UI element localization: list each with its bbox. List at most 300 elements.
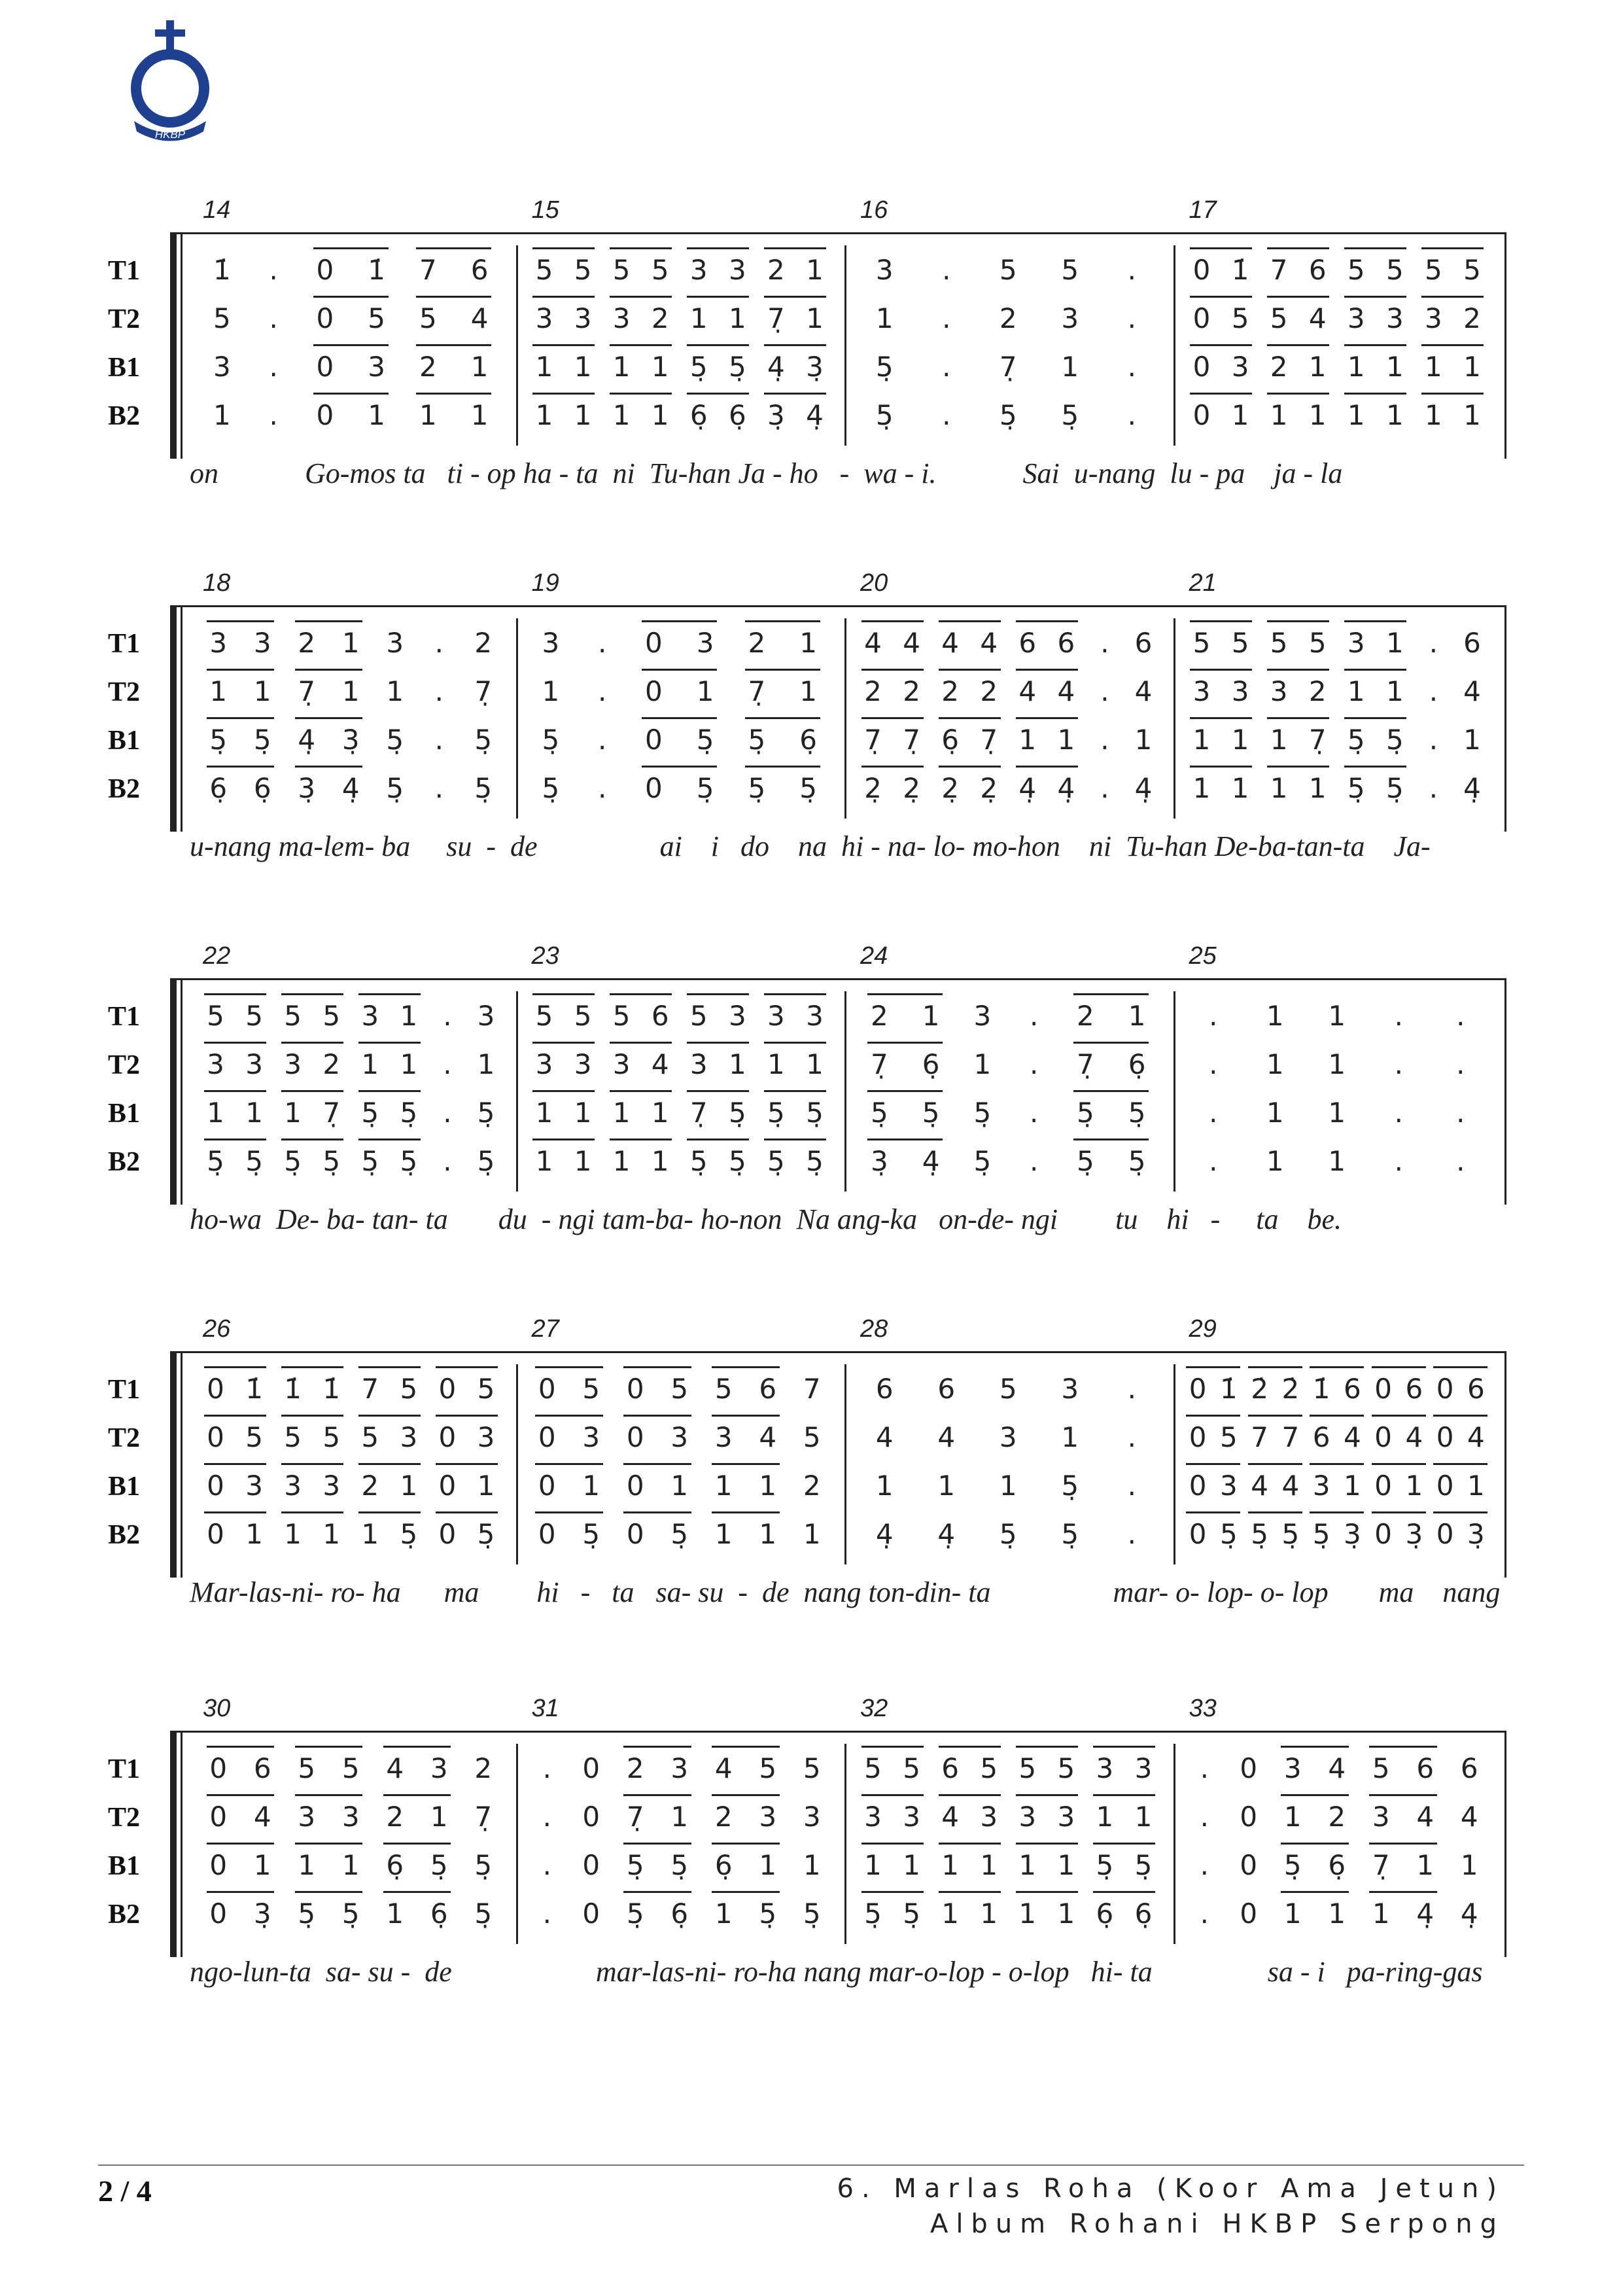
measure-number: 15 bbox=[531, 196, 559, 224]
beam bbox=[623, 1366, 691, 1368]
beam bbox=[1267, 296, 1329, 298]
beam bbox=[535, 1366, 603, 1368]
beam bbox=[1421, 296, 1484, 298]
note: 1 bbox=[1385, 351, 1404, 383]
note: 0 bbox=[209, 1849, 228, 1881]
beam bbox=[416, 247, 491, 249]
note: 5̣ bbox=[245, 1145, 263, 1177]
note: 5̣ bbox=[696, 772, 714, 804]
note: 1 bbox=[1308, 399, 1327, 431]
duration-dot: . bbox=[1029, 1145, 1039, 1177]
note: 0 bbox=[1189, 1470, 1207, 1502]
note: 0 bbox=[645, 627, 663, 659]
beam bbox=[764, 1090, 826, 1092]
barline bbox=[516, 1744, 518, 1944]
note: 3 bbox=[542, 627, 560, 659]
note: 5 bbox=[213, 302, 231, 334]
beam bbox=[861, 669, 924, 671]
system-bracket-thin bbox=[181, 605, 183, 832]
staff-top-line bbox=[177, 978, 1504, 980]
note: 1 bbox=[1425, 351, 1442, 383]
note: 1 bbox=[341, 627, 360, 659]
note: 1 bbox=[1467, 1470, 1485, 1502]
note: 1 bbox=[1385, 399, 1404, 431]
beam bbox=[712, 1843, 780, 1845]
note: 5̣ bbox=[999, 399, 1017, 431]
note: 0 bbox=[209, 1752, 228, 1784]
note: 1 bbox=[1385, 675, 1404, 707]
note: 5̣ bbox=[728, 1145, 746, 1177]
note: 1 bbox=[696, 675, 714, 707]
beam bbox=[1190, 296, 1252, 298]
beam bbox=[712, 1415, 780, 1417]
note: 4 bbox=[980, 627, 998, 659]
duration-dot: . bbox=[1209, 1048, 1218, 1080]
note: 4 bbox=[937, 1421, 956, 1453]
note: 1 bbox=[341, 1849, 360, 1881]
duration-dot: . bbox=[1029, 1000, 1039, 1032]
beam bbox=[623, 1463, 691, 1465]
note: 5 bbox=[1018, 1752, 1037, 1784]
beam bbox=[1344, 717, 1406, 719]
note: 4̣ bbox=[937, 1518, 956, 1550]
note: 1 bbox=[1231, 772, 1249, 804]
barline bbox=[844, 1364, 846, 1564]
note: 3̣ bbox=[767, 399, 785, 431]
system-bracket-thin bbox=[181, 1351, 183, 1578]
note: 1 bbox=[1270, 772, 1288, 804]
note: 1 bbox=[759, 1470, 777, 1502]
note: 3 bbox=[1061, 302, 1079, 334]
note: 1 bbox=[368, 399, 385, 431]
duration-dot: . bbox=[1127, 1373, 1136, 1405]
note: 3̣ bbox=[253, 1898, 271, 1930]
measure-number: 28 bbox=[860, 1315, 888, 1343]
note: 1 bbox=[284, 1097, 302, 1129]
note: 5̣ bbox=[871, 1097, 888, 1129]
note: 5 bbox=[1308, 627, 1327, 659]
duration-dot: . bbox=[942, 254, 951, 286]
beam bbox=[712, 1366, 780, 1368]
note: 5̣ bbox=[973, 1145, 992, 1177]
note: 1 bbox=[806, 1048, 824, 1080]
note: 1 bbox=[875, 302, 894, 334]
beam bbox=[383, 1794, 451, 1796]
note: 3 bbox=[612, 1048, 631, 1080]
note: 6̣ bbox=[941, 724, 960, 756]
note: 0 bbox=[207, 1421, 224, 1453]
beam bbox=[861, 1794, 924, 1796]
note: 2 bbox=[903, 675, 920, 707]
note: 4̣ bbox=[1416, 1898, 1434, 1930]
note: 1 bbox=[400, 1000, 418, 1032]
note: 4 bbox=[470, 302, 489, 334]
barline bbox=[516, 245, 518, 446]
duration-dot: . bbox=[434, 627, 443, 659]
note: 6 bbox=[875, 1373, 894, 1405]
note: 5̣ bbox=[875, 351, 894, 383]
note: 1 bbox=[1416, 1849, 1434, 1881]
note: 5 bbox=[361, 1421, 379, 1453]
note: 0 bbox=[1436, 1470, 1454, 1502]
note: 1̇ bbox=[245, 1373, 263, 1405]
note: 5 bbox=[298, 1752, 316, 1784]
note: 1 bbox=[714, 1518, 733, 1550]
beam bbox=[1248, 1366, 1302, 1368]
note: 5̣ bbox=[670, 1518, 689, 1550]
note: 4 bbox=[1251, 1470, 1268, 1502]
measure-number: 18 bbox=[203, 569, 231, 597]
duration-dot: . bbox=[1429, 675, 1438, 707]
note: 0 bbox=[1240, 1752, 1258, 1784]
beam bbox=[1073, 1042, 1149, 1044]
note: 1 bbox=[1328, 1000, 1346, 1032]
note: 0 bbox=[316, 302, 334, 334]
measure-number: 17 bbox=[1189, 196, 1217, 224]
beam bbox=[281, 1366, 343, 1368]
note: 1 bbox=[806, 254, 824, 286]
beam bbox=[532, 344, 595, 346]
duration-dot: . bbox=[1394, 1145, 1403, 1177]
beam bbox=[1433, 1463, 1487, 1465]
note: 1 bbox=[1057, 724, 1075, 756]
note: 7 bbox=[803, 1373, 821, 1405]
duration-dot: . bbox=[1394, 1000, 1403, 1032]
note: 0 bbox=[1374, 1470, 1392, 1502]
note: 1̇ bbox=[1220, 1373, 1238, 1405]
note: 3 bbox=[574, 302, 592, 334]
beam bbox=[642, 620, 717, 622]
beam bbox=[687, 393, 749, 395]
note: 5̣ bbox=[386, 772, 404, 804]
duration-dot: . bbox=[1200, 1898, 1209, 1930]
note: 5̣ bbox=[759, 1898, 777, 1930]
beam bbox=[939, 717, 1001, 719]
note: 5̣ bbox=[999, 1518, 1017, 1550]
note: 5̣ bbox=[875, 399, 894, 431]
duration-dot: . bbox=[443, 1145, 452, 1177]
beam bbox=[532, 1042, 595, 1044]
note: 5 bbox=[1192, 627, 1211, 659]
note: 7̣ bbox=[864, 724, 882, 756]
note: 1 bbox=[419, 399, 437, 431]
note: 5̣ bbox=[209, 724, 228, 756]
note: 1 bbox=[1308, 772, 1327, 804]
note: 1 bbox=[612, 351, 631, 383]
voice-label-b2: B2 bbox=[108, 1899, 141, 1930]
note: 2̣ bbox=[864, 772, 882, 804]
beam bbox=[939, 1746, 1001, 1748]
beam bbox=[1093, 1891, 1155, 1893]
note: 5 bbox=[1347, 254, 1365, 286]
note: 1̇ bbox=[284, 1373, 302, 1405]
note: 1 bbox=[1347, 675, 1365, 707]
beam bbox=[1186, 1511, 1240, 1513]
beam bbox=[281, 1415, 343, 1417]
note: 5̣ bbox=[806, 1145, 824, 1177]
barline bbox=[1174, 991, 1175, 1192]
note: 0 bbox=[1436, 1421, 1454, 1453]
beam bbox=[204, 1463, 266, 1465]
beam bbox=[532, 993, 595, 995]
note: 5 bbox=[1372, 1752, 1390, 1784]
beam bbox=[764, 344, 826, 346]
beam bbox=[867, 1090, 943, 1092]
beam bbox=[623, 1511, 691, 1513]
note: 5 bbox=[582, 1373, 600, 1405]
footer-title bbox=[837, 2171, 1504, 2242]
beam bbox=[436, 1415, 498, 1417]
beam bbox=[1421, 247, 1484, 249]
note: 5̣ bbox=[903, 1898, 920, 1930]
beam bbox=[207, 669, 275, 671]
note: 2 bbox=[419, 351, 437, 383]
note: 1 bbox=[1266, 1097, 1284, 1129]
note: 1 bbox=[284, 1518, 302, 1550]
voice-label-t1: T1 bbox=[108, 629, 141, 659]
note: 5̣ bbox=[864, 1898, 882, 1930]
note: 1 bbox=[1231, 724, 1249, 756]
note: 5 bbox=[612, 1000, 631, 1032]
beam bbox=[532, 393, 595, 395]
note: 1 bbox=[1061, 1421, 1079, 1453]
note: 6̣ bbox=[714, 1849, 733, 1881]
note: 5̣ bbox=[689, 1145, 708, 1177]
logo-text: HKBP bbox=[154, 128, 186, 141]
duration-dot: . bbox=[1127, 302, 1136, 334]
note: 0 bbox=[207, 1373, 224, 1405]
note: 1 bbox=[209, 675, 228, 707]
note: 1 bbox=[1347, 399, 1365, 431]
beam bbox=[436, 1366, 498, 1368]
note: 5 bbox=[1231, 302, 1249, 334]
note: 1̇ bbox=[1231, 254, 1249, 286]
duration-dot: . bbox=[434, 675, 443, 707]
note: 3 bbox=[759, 1801, 777, 1833]
beam bbox=[861, 1746, 924, 1748]
note: 6 bbox=[1344, 1373, 1361, 1405]
duration-dot: . bbox=[269, 399, 278, 431]
note: 4 bbox=[903, 627, 920, 659]
note: 1 bbox=[1128, 1000, 1146, 1032]
note: 4 bbox=[714, 1752, 733, 1784]
note: 3 bbox=[361, 1000, 379, 1032]
note: 4 bbox=[1134, 675, 1153, 707]
note: 5̣ bbox=[922, 1097, 940, 1129]
note: 3 bbox=[689, 254, 708, 286]
note: 6̣ bbox=[670, 1898, 689, 1930]
beam bbox=[1369, 1891, 1437, 1893]
note: 6̣ bbox=[1128, 1048, 1146, 1080]
note: 7̣ bbox=[748, 675, 766, 707]
beam bbox=[204, 1511, 266, 1513]
lyrics-line: ho-wa De- ba- tan- ta du - ngi tam-ba- ho-non Na ang-ka on-de- ngi tu hi - ta be. bbox=[190, 1203, 1342, 1235]
beam bbox=[295, 1746, 363, 1748]
beam bbox=[204, 1139, 266, 1140]
beam bbox=[207, 717, 275, 719]
beam bbox=[939, 620, 1001, 622]
note: 1 bbox=[477, 1470, 495, 1502]
note: 2 bbox=[980, 675, 998, 707]
note: 6̣ bbox=[689, 399, 708, 431]
beam bbox=[1190, 393, 1252, 395]
note: 3 bbox=[1347, 627, 1365, 659]
duration-dot: . bbox=[443, 1097, 452, 1129]
note: 5 bbox=[477, 1373, 495, 1405]
note: 1 bbox=[903, 1849, 920, 1881]
note: 3 bbox=[253, 627, 271, 659]
note: 0 bbox=[1436, 1518, 1454, 1550]
beam bbox=[313, 344, 389, 346]
note: 3̣ bbox=[1405, 1518, 1423, 1550]
system-bracket bbox=[170, 605, 177, 832]
note: 5̣ bbox=[973, 1097, 992, 1129]
beam bbox=[1190, 717, 1252, 719]
beam bbox=[295, 669, 363, 671]
beam bbox=[1372, 1463, 1426, 1465]
note: 0 bbox=[1192, 351, 1211, 383]
beam bbox=[1281, 1843, 1349, 1845]
note: 1 bbox=[1192, 772, 1211, 804]
note: 6 bbox=[1134, 627, 1153, 659]
note: 1 bbox=[574, 1097, 592, 1129]
beam bbox=[1190, 669, 1252, 671]
note: 2 bbox=[748, 627, 766, 659]
beam bbox=[610, 344, 672, 346]
note: 3 bbox=[1134, 1752, 1153, 1784]
note: 1 bbox=[1463, 399, 1481, 431]
note: 1 bbox=[941, 1898, 960, 1930]
beam bbox=[867, 993, 943, 995]
note: 5 bbox=[245, 1421, 263, 1453]
note: 0 bbox=[1374, 1518, 1392, 1550]
note: 3 bbox=[1347, 302, 1365, 334]
note: 5 bbox=[670, 1373, 689, 1405]
note: 1 bbox=[341, 675, 360, 707]
note: 1 bbox=[1344, 1470, 1361, 1502]
note: 0 bbox=[626, 1373, 644, 1405]
note: 3 bbox=[903, 1801, 920, 1833]
beam bbox=[1190, 620, 1252, 622]
beam bbox=[1344, 393, 1406, 395]
beam bbox=[281, 1090, 343, 1092]
beam bbox=[712, 1746, 780, 1748]
note: 5̣ bbox=[477, 1097, 495, 1129]
note: 7̣ bbox=[767, 302, 785, 334]
note: 5 bbox=[1463, 254, 1481, 286]
note: 5 bbox=[284, 1421, 302, 1453]
duration-dot: . bbox=[1029, 1097, 1039, 1129]
beam bbox=[764, 1139, 826, 1140]
note: 4 bbox=[1416, 1801, 1434, 1833]
note: 6 bbox=[1405, 1373, 1423, 1405]
note: 2 bbox=[361, 1470, 379, 1502]
note: 5 bbox=[245, 1000, 263, 1032]
note: 1 bbox=[470, 399, 489, 431]
note: 3 bbox=[973, 1000, 992, 1032]
beam bbox=[1310, 1511, 1364, 1513]
note: 3̣ bbox=[1467, 1518, 1485, 1550]
note: 5 bbox=[1231, 627, 1249, 659]
note: 1 bbox=[1328, 1048, 1346, 1080]
note: 3 bbox=[612, 302, 631, 334]
beam bbox=[204, 1042, 266, 1044]
note: 1 bbox=[322, 1518, 341, 1550]
beam bbox=[416, 296, 491, 298]
note: 7̣ bbox=[474, 1801, 493, 1833]
beam bbox=[1344, 766, 1406, 768]
beam bbox=[416, 344, 491, 346]
beam bbox=[1344, 620, 1406, 622]
note: 7̣ bbox=[689, 1097, 708, 1129]
note: 5̣ bbox=[207, 1145, 224, 1177]
album-title: Album Rohani HKBP Serpong bbox=[930, 2209, 1504, 2239]
note: 3 bbox=[670, 1752, 689, 1784]
duration-dot: . bbox=[1209, 1145, 1218, 1177]
beam bbox=[204, 1415, 266, 1417]
note: 3 bbox=[574, 1048, 592, 1080]
note: 2 bbox=[871, 1000, 888, 1032]
duration-dot: . bbox=[1200, 1752, 1209, 1784]
note: 0 bbox=[1189, 1421, 1207, 1453]
beam bbox=[764, 993, 826, 995]
note: 5̣ bbox=[728, 351, 746, 383]
note: 5̣ bbox=[474, 1849, 493, 1881]
note: 1 bbox=[1270, 724, 1288, 756]
note: 6 bbox=[1308, 254, 1327, 286]
note: 5 bbox=[689, 1000, 708, 1032]
beam bbox=[1344, 669, 1406, 671]
duration-dot: . bbox=[1394, 1048, 1403, 1080]
voice-label-t2: T2 bbox=[108, 677, 141, 707]
note: 6 bbox=[1312, 1421, 1330, 1453]
note: 3 bbox=[806, 1000, 824, 1032]
note: 3 bbox=[864, 1801, 882, 1833]
note: 4 bbox=[1308, 302, 1327, 334]
note: 5̣ bbox=[1096, 1849, 1114, 1881]
note: 5 bbox=[980, 1752, 998, 1784]
beam bbox=[1186, 1463, 1240, 1465]
note: 3 bbox=[1283, 1752, 1302, 1784]
note: 1 bbox=[937, 1470, 956, 1502]
note: 3 bbox=[341, 1801, 360, 1833]
note: 6̣ bbox=[799, 724, 817, 756]
duration-dot: . bbox=[1100, 724, 1109, 756]
note: 1 bbox=[361, 1048, 379, 1080]
note: 7̣ bbox=[871, 1048, 888, 1080]
note: 0 bbox=[438, 1373, 457, 1405]
voice-label-t2: T2 bbox=[108, 1803, 141, 1833]
beam bbox=[642, 766, 717, 768]
note: 1 bbox=[651, 399, 669, 431]
lyrics-line: Mar-las-ni- ro- ha ma hi - ta sa- su - de nang ton-din- ta mar- o- lop- o- lop ma nang bbox=[190, 1576, 1501, 1608]
note: 3 bbox=[1385, 302, 1404, 334]
note: 1 bbox=[922, 1000, 940, 1032]
note: 6 bbox=[1018, 627, 1037, 659]
note: 2̣ bbox=[941, 772, 960, 804]
beam bbox=[1369, 1843, 1437, 1845]
beam bbox=[1190, 344, 1252, 346]
note: 0 bbox=[209, 1898, 228, 1930]
note: 7 bbox=[1251, 1421, 1268, 1453]
beam bbox=[358, 1415, 421, 1417]
duration-dot: . bbox=[1456, 1097, 1465, 1129]
duration-dot: . bbox=[1429, 772, 1438, 804]
note: 4 bbox=[1344, 1421, 1361, 1453]
beam bbox=[1372, 1415, 1426, 1417]
note: 5̣ bbox=[748, 724, 766, 756]
beam bbox=[1281, 1794, 1349, 1796]
